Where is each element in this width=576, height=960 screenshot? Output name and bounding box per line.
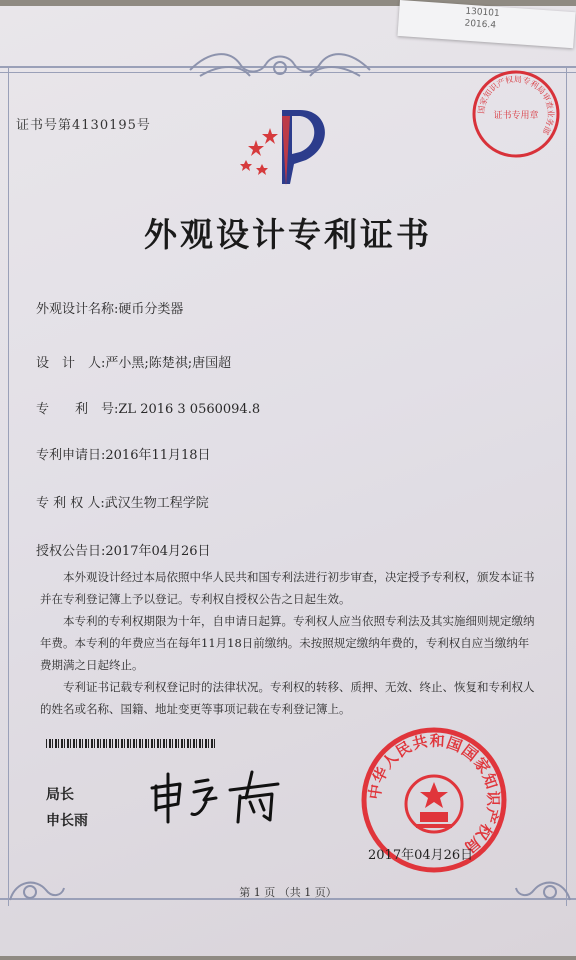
small-seal-center-text: 证书专用章	[493, 111, 539, 121]
field-label: 专利申请日:	[36, 448, 106, 463]
field-label: 设 计 人:	[36, 356, 106, 371]
small-review-seal	[470, 68, 562, 160]
field-value: 2016年11月18日	[105, 448, 211, 463]
barcode	[46, 739, 216, 748]
field-label: 授权公告日:	[36, 544, 106, 559]
patent-office-logo	[234, 106, 334, 192]
body-paragraph: 本外观设计经过本局依照中华人民共和国专利法进行初步审查，决定授予专利权，颁发本证书并在专利登记簿上予以登记。专利权自授权公告之日起生效。	[40, 570, 535, 606]
small-seal-ring-text: 国家知识产权局专利局审查业务部	[476, 74, 556, 136]
page-footer: 第 1 页 （共 1 页）	[239, 886, 337, 899]
issue-date: 2017年04月26日	[368, 848, 474, 863]
field-value: 2017年04月26日	[105, 544, 211, 559]
frame-right-line	[566, 66, 567, 906]
field-grant-date	[36, 540, 211, 559]
field-value: ZL 2016 3 0560094.8	[118, 402, 261, 417]
field-label: 外观设计名称:	[36, 302, 119, 317]
field-designers	[36, 352, 231, 371]
field-design-name	[36, 298, 183, 317]
sticker-line-2: 2016.4	[464, 18, 497, 31]
certificate-body-text	[40, 566, 540, 720]
certificate-number: 证书号第4130195号	[16, 118, 151, 133]
body-paragraph: 专利证书记载专利权登记时的法律状况。专利权的转移、质押、无效、终止、恢复和专利权人的姓名或名称、国籍、地址变更等事项记载在专利登记簿上。	[40, 680, 535, 716]
field-label: 专 利 权 人:	[36, 496, 105, 511]
frame-left-line	[8, 66, 9, 906]
body-paragraph: 本专利的专利权期限为十年，自申请日起算。专利权人应当依照专利法及其实施细则规定缴纳年费。本专利的年费应当在每年11月18日前缴纳。未按照规定缴纳年费的，专利权自应当缴纳年费期满之日起终止。	[40, 614, 535, 672]
director-name: 申长雨	[46, 813, 88, 829]
sticker-line-1: 130101	[465, 6, 500, 19]
field-patentee	[36, 492, 209, 511]
field-application-date	[36, 444, 211, 463]
director-title: 局长	[46, 787, 74, 803]
field-value: 严小黑;陈楚祺;唐国超	[105, 356, 232, 371]
certificate-title: 外观设计专利证书	[144, 215, 432, 254]
field-value: 硬币分类器	[118, 302, 184, 317]
director-signature	[146, 768, 296, 828]
certificate-paper	[0, 6, 576, 956]
top-ornament	[180, 46, 380, 86]
field-value: 武汉生物工程学院	[104, 496, 209, 511]
large-seal-ring-text: 中华人民共和国国家知识产权局	[365, 731, 503, 858]
field-patent-number	[36, 398, 260, 417]
field-label: 专 利 号:	[36, 402, 119, 417]
